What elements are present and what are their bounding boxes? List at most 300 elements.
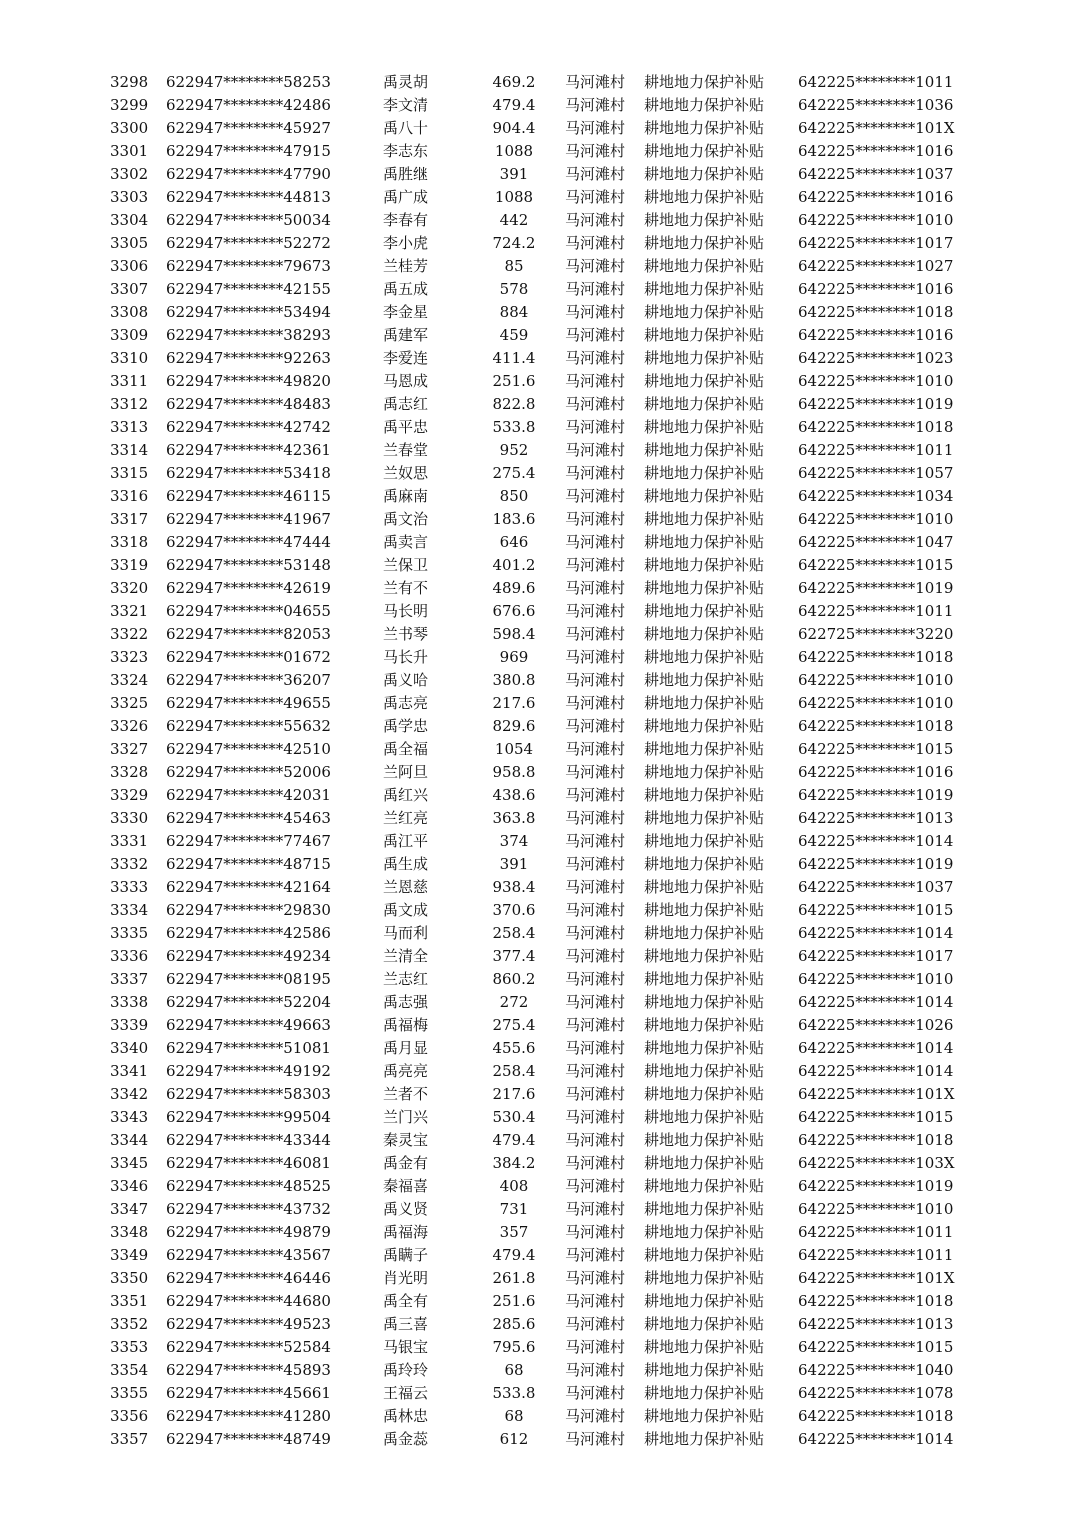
table-row — [0, 1152, 1074, 1175]
subsidy-type: 耕地地力保护补贴 — [644, 1384, 765, 1402]
id-number: 642225********1016 — [798, 326, 954, 344]
subsidy-type: 耕地地力保护补贴 — [644, 717, 765, 735]
village-name: 马河滩村 — [565, 786, 626, 804]
subsidy-amount: 676.6 — [492, 602, 536, 620]
subsidy-type: 耕地地力保护补贴 — [644, 832, 765, 850]
village-name: 马河滩村 — [565, 740, 626, 758]
subsidy-amount: 533.8 — [492, 1384, 536, 1402]
subsidy-type: 耕地地力保护补贴 — [644, 1246, 765, 1264]
recipient-name: 兰桂芳 — [383, 257, 429, 275]
row-number: 3339 — [110, 1016, 149, 1034]
village-name: 马河滩村 — [565, 234, 626, 252]
village-name: 马河滩村 — [565, 901, 626, 919]
subsidy-amount: 459 — [499, 326, 529, 344]
recipient-name: 兰有不 — [383, 579, 429, 597]
row-number: 3356 — [110, 1407, 149, 1425]
row-number: 3332 — [110, 855, 149, 873]
subsidy-amount: 391 — [499, 165, 529, 183]
village-name: 马河滩村 — [565, 280, 626, 298]
bank-card-number: 622947********49655 — [166, 694, 331, 712]
id-number: 642225********1018 — [798, 1292, 954, 1310]
village-name: 马河滩村 — [565, 96, 626, 114]
subsidy-amount: 391 — [499, 855, 529, 873]
subsidy-amount: 370.6 — [492, 901, 536, 919]
village-name: 马河滩村 — [565, 855, 626, 873]
row-number: 3301 — [110, 142, 149, 160]
village-name: 马河滩村 — [565, 349, 626, 367]
subsidy-type: 耕地地力保护补贴 — [644, 1407, 765, 1425]
bank-card-number: 622947********45893 — [166, 1361, 331, 1379]
subsidy-amount: 1088 — [494, 188, 534, 206]
table-row — [0, 1382, 1074, 1405]
id-number: 642225********101X — [798, 1085, 955, 1103]
village-name: 马河滩村 — [565, 717, 626, 735]
bank-card-number: 622947********48749 — [166, 1430, 331, 1448]
row-number: 3312 — [110, 395, 149, 413]
village-name: 马河滩村 — [565, 947, 626, 965]
bank-card-number: 622947********53418 — [166, 464, 331, 482]
village-name: 马河滩村 — [565, 648, 626, 666]
id-number: 642225********1013 — [798, 1315, 954, 1333]
bank-card-number: 622947********43344 — [166, 1131, 331, 1149]
village-name: 马河滩村 — [565, 1315, 626, 1333]
subsidy-amount: 489.6 — [492, 579, 536, 597]
id-number: 642225********1040 — [798, 1361, 954, 1379]
table-row — [0, 71, 1074, 94]
bank-card-number: 622947********47790 — [166, 165, 331, 183]
village-name: 马河滩村 — [565, 970, 626, 988]
id-number: 642225********1011 — [798, 73, 954, 91]
table-row — [0, 531, 1074, 554]
bank-card-number: 622947********42155 — [166, 280, 331, 298]
subsidy-type: 耕地地力保护补贴 — [644, 303, 765, 321]
subsidy-amount: 68 — [504, 1407, 524, 1425]
id-number: 642225********1015 — [798, 556, 954, 574]
subsidy-type: 耕地地力保护补贴 — [644, 878, 765, 896]
recipient-name: 禹义哈 — [383, 671, 429, 689]
table-row — [0, 922, 1074, 945]
row-number: 3350 — [110, 1269, 149, 1287]
village-name: 马河滩村 — [565, 1039, 626, 1057]
bank-card-number: 622947********58253 — [166, 73, 331, 91]
row-number: 3344 — [110, 1131, 149, 1149]
recipient-name: 禹福海 — [383, 1223, 429, 1241]
recipient-name: 马长明 — [383, 602, 429, 620]
recipient-name: 马银宝 — [383, 1338, 429, 1356]
recipient-name: 禹月显 — [383, 1039, 429, 1057]
row-number: 3349 — [110, 1246, 149, 1264]
bank-card-number: 622947********49663 — [166, 1016, 331, 1034]
village-name: 马河滩村 — [565, 602, 626, 620]
row-number: 3352 — [110, 1315, 149, 1333]
subsidy-amount: 958.8 — [492, 763, 536, 781]
table-row — [0, 738, 1074, 761]
subsidy-type: 耕地地力保护补贴 — [644, 234, 765, 252]
village-name: 马河滩村 — [565, 832, 626, 850]
recipient-name: 兰者不 — [383, 1085, 429, 1103]
recipient-name: 王福云 — [383, 1384, 429, 1402]
row-number: 3327 — [110, 740, 149, 758]
subsidy-type: 耕地地力保护补贴 — [644, 372, 765, 390]
id-number: 642225********1027 — [798, 257, 954, 275]
subsidy-type: 耕地地力保护补贴 — [644, 648, 765, 666]
subsidy-type: 耕地地力保护补贴 — [644, 418, 765, 436]
subsidy-type: 耕地地力保护补贴 — [644, 211, 765, 229]
recipient-name: 禹义贤 — [383, 1200, 429, 1218]
village-name: 马河滩村 — [565, 763, 626, 781]
village-name: 马河滩村 — [565, 1223, 626, 1241]
bank-card-number: 622947********51081 — [166, 1039, 331, 1057]
village-name: 马河滩村 — [565, 119, 626, 137]
bank-card-number: 622947********82053 — [166, 625, 331, 643]
row-number: 3333 — [110, 878, 149, 896]
village-name: 马河滩村 — [565, 303, 626, 321]
bank-card-number: 622947********42486 — [166, 96, 331, 114]
subsidy-type: 耕地地力保护补贴 — [644, 1108, 765, 1126]
id-number: 642225********1026 — [798, 1016, 954, 1034]
bank-card-number: 622947********55632 — [166, 717, 331, 735]
recipient-name: 马恩成 — [383, 372, 429, 390]
subsidy-amount: 829.6 — [492, 717, 536, 735]
bank-card-number: 622947********42510 — [166, 740, 331, 758]
id-number: 642225********1010 — [798, 671, 954, 689]
bank-card-number: 622947********77467 — [166, 832, 331, 850]
subsidy-type: 耕地地力保护补贴 — [644, 993, 765, 1011]
table-row — [0, 1267, 1074, 1290]
recipient-name: 兰清全 — [383, 947, 429, 965]
recipient-name: 兰书琴 — [383, 625, 429, 643]
table-row — [0, 1359, 1074, 1382]
subsidy-amount: 1054 — [494, 740, 534, 758]
subsidy-amount: 68 — [504, 1361, 524, 1379]
subsidy-type: 耕地地力保护补贴 — [644, 119, 765, 137]
table-row — [0, 1129, 1074, 1152]
table-row — [0, 1060, 1074, 1083]
id-number: 642225********1010 — [798, 372, 954, 390]
subsidy-table — [0, 71, 1074, 1451]
id-number: 642225********1011 — [798, 602, 954, 620]
subsidy-type: 耕地地力保护补贴 — [644, 441, 765, 459]
bank-card-number: 622947********49820 — [166, 372, 331, 390]
subsidy-amount: 969 — [499, 648, 529, 666]
village-name: 马河滩村 — [565, 1246, 626, 1264]
subsidy-amount: 275.4 — [492, 464, 536, 482]
subsidy-type: 耕地地力保护补贴 — [644, 533, 765, 551]
village-name: 马河滩村 — [565, 556, 626, 574]
row-number: 3322 — [110, 625, 149, 643]
subsidy-type: 耕地地力保护补贴 — [644, 1338, 765, 1356]
village-name: 马河滩村 — [565, 1016, 626, 1034]
table-row — [0, 1428, 1074, 1451]
row-number: 3298 — [110, 73, 149, 91]
recipient-name: 禹志亮 — [383, 694, 429, 712]
bank-card-number: 622947********42586 — [166, 924, 331, 942]
subsidy-amount: 442 — [499, 211, 529, 229]
id-number: 642225********1014 — [798, 1062, 954, 1080]
id-number: 642225********1016 — [798, 763, 954, 781]
recipient-name: 禹江平 — [383, 832, 429, 850]
recipient-name: 禹文成 — [383, 901, 429, 919]
subsidy-amount: 438.6 — [492, 786, 536, 804]
subsidy-type: 耕地地力保护补贴 — [644, 1039, 765, 1057]
subsidy-type: 耕地地力保护补贴 — [644, 96, 765, 114]
row-number: 3316 — [110, 487, 149, 505]
recipient-name: 禹五成 — [383, 280, 429, 298]
id-number: 642225********1010 — [798, 694, 954, 712]
id-number: 642225********1010 — [798, 1200, 954, 1218]
table-row — [0, 692, 1074, 715]
table-row — [0, 876, 1074, 899]
recipient-name: 兰门兴 — [383, 1108, 429, 1126]
village-name: 马河滩村 — [565, 993, 626, 1011]
village-name: 马河滩村 — [565, 326, 626, 344]
subsidy-amount: 795.6 — [492, 1338, 536, 1356]
subsidy-type: 耕地地力保护补贴 — [644, 579, 765, 597]
subsidy-amount: 85 — [504, 257, 524, 275]
village-name: 马河滩村 — [565, 1062, 626, 1080]
table-row — [0, 945, 1074, 968]
row-number: 3357 — [110, 1430, 149, 1448]
village-name: 马河滩村 — [565, 418, 626, 436]
table-row — [0, 1198, 1074, 1221]
subsidy-amount: 401.2 — [492, 556, 536, 574]
village-name: 马河滩村 — [565, 1131, 626, 1149]
recipient-name: 禹亮亮 — [383, 1062, 429, 1080]
recipient-name: 禹胜继 — [383, 165, 429, 183]
subsidy-amount: 217.6 — [492, 694, 536, 712]
bank-card-number: 622947********41280 — [166, 1407, 331, 1425]
row-number: 3353 — [110, 1338, 149, 1356]
bank-card-number: 622947********52204 — [166, 993, 331, 1011]
subsidy-amount: 850 — [499, 487, 529, 505]
subsidy-type: 耕地地力保护补贴 — [644, 1269, 765, 1287]
table-row — [0, 830, 1074, 853]
table-row — [0, 1405, 1074, 1428]
table-row — [0, 1175, 1074, 1198]
table-row — [0, 991, 1074, 1014]
recipient-name: 禹全福 — [383, 740, 429, 758]
bank-card-number: 622947********46115 — [166, 487, 331, 505]
bank-card-number: 622947********53494 — [166, 303, 331, 321]
subsidy-amount: 952 — [499, 441, 529, 459]
subsidy-amount: 408 — [499, 1177, 529, 1195]
bank-card-number: 622947********52272 — [166, 234, 331, 252]
row-number: 3348 — [110, 1223, 149, 1241]
village-name: 马河滩村 — [565, 1407, 626, 1425]
recipient-name: 马长升 — [383, 648, 429, 666]
row-number: 3302 — [110, 165, 149, 183]
table-row — [0, 370, 1074, 393]
recipient-name: 禹林忠 — [383, 1407, 429, 1425]
subsidy-amount: 183.6 — [492, 510, 536, 528]
recipient-name: 禹卖言 — [383, 533, 429, 551]
village-name: 马河滩村 — [565, 1269, 626, 1287]
table-row — [0, 1336, 1074, 1359]
recipient-name: 禹广成 — [383, 188, 429, 206]
row-number: 3320 — [110, 579, 149, 597]
row-number: 3313 — [110, 418, 149, 436]
subsidy-type: 耕地地力保护补贴 — [644, 947, 765, 965]
row-number: 3307 — [110, 280, 149, 298]
subsidy-type: 耕地地力保护补贴 — [644, 1131, 765, 1149]
row-number: 3311 — [110, 372, 149, 390]
subsidy-amount: 479.4 — [492, 1246, 536, 1264]
subsidy-amount: 1088 — [494, 142, 534, 160]
row-number: 3318 — [110, 533, 149, 551]
village-name: 马河滩村 — [565, 188, 626, 206]
village-name: 马河滩村 — [565, 165, 626, 183]
table-row — [0, 255, 1074, 278]
subsidy-type: 耕地地力保护补贴 — [644, 1016, 765, 1034]
table-row — [0, 278, 1074, 301]
subsidy-type: 耕地地力保护补贴 — [644, 73, 765, 91]
row-number: 3336 — [110, 947, 149, 965]
subsidy-type: 耕地地力保护补贴 — [644, 1223, 765, 1241]
recipient-name: 禹福梅 — [383, 1016, 429, 1034]
subsidy-type: 耕地地力保护补贴 — [644, 280, 765, 298]
bank-card-number: 622947********50034 — [166, 211, 331, 229]
village-name: 马河滩村 — [565, 510, 626, 528]
bank-card-number: 622947********47444 — [166, 533, 331, 551]
village-name: 马河滩村 — [565, 395, 626, 413]
row-number: 3341 — [110, 1062, 149, 1080]
row-number: 3321 — [110, 602, 149, 620]
table-row — [0, 715, 1074, 738]
recipient-name: 兰红亮 — [383, 809, 429, 827]
bank-card-number: 622947********46081 — [166, 1154, 331, 1172]
id-number: 642225********1018 — [798, 303, 954, 321]
table-row — [0, 94, 1074, 117]
subsidy-type: 耕地地力保护补贴 — [644, 165, 765, 183]
bank-card-number: 622947********46446 — [166, 1269, 331, 1287]
recipient-name: 禹红兴 — [383, 786, 429, 804]
recipient-name: 兰春堂 — [383, 441, 429, 459]
recipient-name: 禹建军 — [383, 326, 429, 344]
recipient-name: 兰阿旦 — [383, 763, 429, 781]
bank-card-number: 622947********43732 — [166, 1200, 331, 1218]
row-number: 3309 — [110, 326, 149, 344]
row-number: 3335 — [110, 924, 149, 942]
id-number: 642225********1019 — [798, 855, 954, 873]
village-name: 马河滩村 — [565, 142, 626, 160]
table-row — [0, 439, 1074, 462]
subsidy-type: 耕地地力保护补贴 — [644, 487, 765, 505]
recipient-name: 禹灵胡 — [383, 73, 429, 91]
subsidy-type: 耕地地力保护补贴 — [644, 326, 765, 344]
id-number: 642225********101X — [798, 119, 955, 137]
subsidy-amount: 261.8 — [492, 1269, 536, 1287]
bank-card-number: 622947********58303 — [166, 1085, 331, 1103]
subsidy-type: 耕地地力保护补贴 — [644, 1315, 765, 1333]
village-name: 马河滩村 — [565, 809, 626, 827]
row-number: 3314 — [110, 441, 149, 459]
subsidy-amount: 374 — [499, 832, 529, 850]
row-number: 3300 — [110, 119, 149, 137]
row-number: 3331 — [110, 832, 149, 850]
village-name: 马河滩村 — [565, 625, 626, 643]
bank-card-number: 622947********53148 — [166, 556, 331, 574]
village-name: 马河滩村 — [565, 1292, 626, 1310]
subsidy-amount: 904.4 — [492, 119, 536, 137]
bank-card-number: 622947********48483 — [166, 395, 331, 413]
table-row — [0, 508, 1074, 531]
subsidy-amount: 384.2 — [492, 1154, 536, 1172]
bank-card-number: 622947********36207 — [166, 671, 331, 689]
bank-card-number: 622947********49523 — [166, 1315, 331, 1333]
table-row — [0, 784, 1074, 807]
subsidy-amount: 578 — [499, 280, 529, 298]
id-number: 642225********1018 — [798, 648, 954, 666]
id-number: 642225********1037 — [798, 165, 954, 183]
recipient-name: 禹文治 — [383, 510, 429, 528]
subsidy-type: 耕地地力保护补贴 — [644, 464, 765, 482]
id-number: 642225********101X — [798, 1269, 955, 1287]
row-number: 3338 — [110, 993, 149, 1011]
table-row — [0, 968, 1074, 991]
subsidy-amount: 251.6 — [492, 372, 536, 390]
recipient-name: 兰保卫 — [383, 556, 429, 574]
table-row — [0, 1014, 1074, 1037]
subsidy-type: 耕地地力保护补贴 — [644, 1177, 765, 1195]
village-name: 马河滩村 — [565, 1384, 626, 1402]
subsidy-type: 耕地地力保护补贴 — [644, 188, 765, 206]
bank-card-number: 622947********92263 — [166, 349, 331, 367]
subsidy-amount: 598.4 — [492, 625, 536, 643]
bank-card-number: 622947********52584 — [166, 1338, 331, 1356]
village-name: 马河滩村 — [565, 671, 626, 689]
subsidy-type: 耕地地力保护补贴 — [644, 257, 765, 275]
row-number: 3310 — [110, 349, 149, 367]
id-number: 642225********1014 — [798, 924, 954, 942]
recipient-name: 秦灵宝 — [383, 1131, 429, 1149]
village-name: 马河滩村 — [565, 1154, 626, 1172]
table-row — [0, 1244, 1074, 1267]
bank-card-number: 622947********42031 — [166, 786, 331, 804]
subsidy-amount: 363.8 — [492, 809, 536, 827]
id-number: 642225********1010 — [798, 970, 954, 988]
village-name: 马河滩村 — [565, 694, 626, 712]
table-row — [0, 623, 1074, 646]
table-row — [0, 393, 1074, 416]
id-number: 642225********1010 — [798, 510, 954, 528]
id-number: 642225********1011 — [798, 441, 954, 459]
id-number: 642225********1017 — [798, 234, 954, 252]
id-number: 642225********1018 — [798, 717, 954, 735]
recipient-name: 禹平忠 — [383, 418, 429, 436]
id-number: 642225********1015 — [798, 901, 954, 919]
id-number: 642225********1014 — [798, 993, 954, 1011]
table-row — [0, 232, 1074, 255]
subsidy-amount: 455.6 — [492, 1039, 536, 1057]
recipient-name: 李志东 — [383, 142, 429, 160]
row-number: 3315 — [110, 464, 149, 482]
recipient-name: 肖光明 — [383, 1269, 429, 1287]
bank-card-number: 622947********47915 — [166, 142, 331, 160]
row-number: 3304 — [110, 211, 149, 229]
recipient-name: 李文清 — [383, 96, 429, 114]
row-number: 3345 — [110, 1154, 149, 1172]
table-row — [0, 485, 1074, 508]
village-name: 马河滩村 — [565, 924, 626, 942]
table-row — [0, 416, 1074, 439]
village-name: 马河滩村 — [565, 257, 626, 275]
subsidy-type: 耕地地力保护补贴 — [644, 924, 765, 942]
row-number: 3330 — [110, 809, 149, 827]
recipient-name: 禹全有 — [383, 1292, 429, 1310]
id-number: 642225********1018 — [798, 1407, 954, 1425]
recipient-name: 李春有 — [383, 211, 429, 229]
recipient-name: 禹三喜 — [383, 1315, 429, 1333]
